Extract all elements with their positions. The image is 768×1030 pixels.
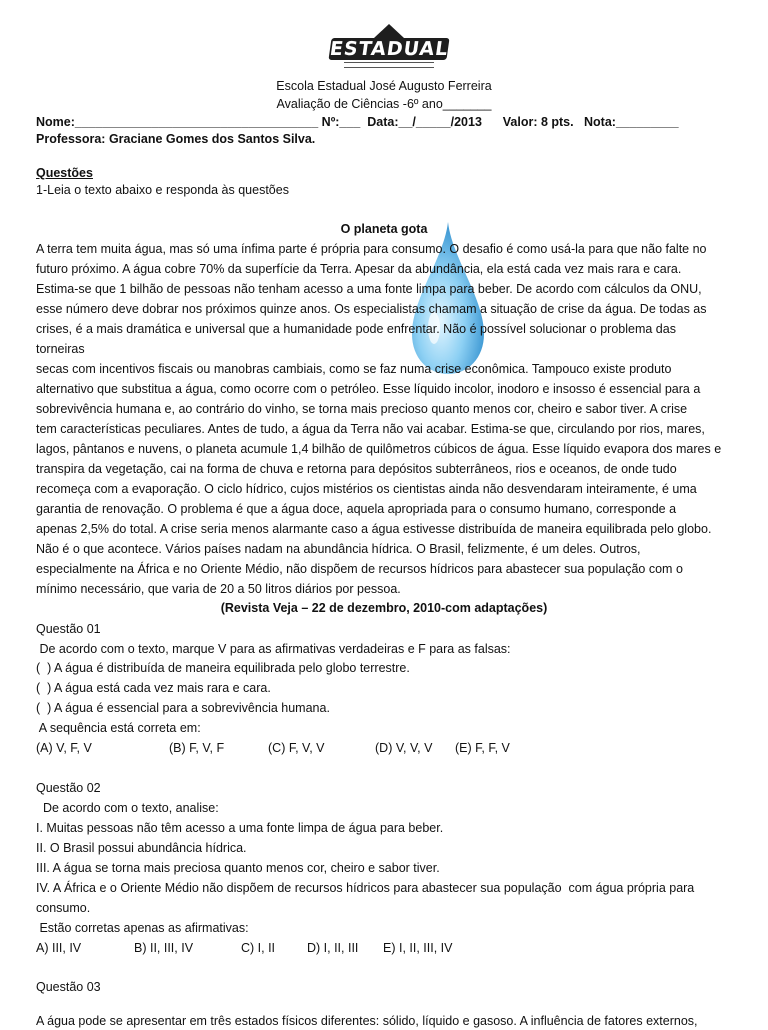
q2-item: I. Muitas pessoas não têm acesso a uma fonte limpa de água para beber. — [36, 821, 444, 835]
q1-item: ( ) A água é distribuída de maneira equilibrada pelo globo terrestre. — [36, 661, 410, 675]
q1-option-e[interactable]: (E) F, F, V — [455, 741, 510, 755]
logo-wordmark: ESTADUAL — [328, 38, 450, 60]
text-source: (Revista Veja – 22 de dezembro, 2010-com adaptações) — [220, 601, 548, 615]
q2-title: Questão 02 — [36, 781, 101, 795]
teacher-line: Professora: Graciane Gomes dos Santos Silva. — [36, 132, 316, 146]
q3-title: Questão 03 — [36, 980, 101, 994]
evaluation-title: Avaliação de Ciências -6º ano_______ — [276, 97, 492, 111]
q2-item: IV. A África e o Oriente Médio não dispõem de recursos hídricos para abastecer sua população com água própria para — [36, 881, 695, 895]
logo-roof-icon — [374, 24, 404, 38]
q2-option-a[interactable]: A) III, IV — [36, 941, 82, 955]
q1-item: ( ) A água está cada vez mais rara e cara. — [36, 681, 271, 695]
q1-option-b[interactable]: (B) F, V, F — [169, 741, 225, 755]
text-line: secas com incentivos fiscais ou manobras cambiais, como se faz numa crise econômica. Tampouco existe produto — [36, 362, 672, 376]
q1-item: ( ) A água é essencial para a sobrevivência humana. — [36, 701, 330, 715]
text-line: mínimo necessário, que varia de 20 a 50 litros diários por pessoa. — [36, 582, 401, 596]
text-line: A terra tem muita água, mas só uma ínfima parte é própria para consumo. O desafio é como usá-la para que não falte no — [36, 242, 707, 256]
school-logo — [330, 24, 448, 72]
student-info-line: Nome:___________________________________ Nº:___ Data:__/_____/2013 Valor: 8 pts. Nota:_________ — [36, 115, 679, 129]
q2-option-b[interactable]: B) II, III, IV — [134, 941, 194, 955]
text-line: futuro próximo. A água cobre 70% da superfície da Terra. Apesar da abundância, ela está cada vez mais rara e cara. — [36, 262, 682, 276]
q1-option-a[interactable]: (A) V, F, V — [36, 741, 92, 755]
q2-item: III. A água se torna mais preciosa quanto menos cor, cheiro e sabor tiver. — [36, 861, 440, 875]
q1-prompt: De acordo com o texto, marque V para as afirmativas verdadeiras e F para as falsas: — [36, 642, 511, 656]
text-line: Estima-se que 1 bilhão de pessoas não tenham acesso a uma fonte limpa para beber. De acordo com cálculos da ONU, — [36, 282, 702, 296]
text-line: apenas 2,5% do total. A crise seria menos alarmante caso a água estivesse distribuída de maneira equilibrada pelo globo. — [36, 522, 712, 536]
q2-item: consumo. — [36, 901, 91, 915]
q2-option-d[interactable]: D) I, II, III — [307, 941, 359, 955]
text-line: esse número deve dobrar nos próximos quinze anos. Os especialistas chamam a situação de crise da água. De todas as — [36, 302, 707, 316]
text-body — [36, 239, 742, 599]
text-line: garantia de renovação. O problema é que a água doce, aquela apropriada para o consumo humano, corresponde a — [36, 502, 677, 516]
q2-question: Estão corretas apenas as afirmativas: — [36, 921, 249, 935]
text-title: O planeta gota — [340, 222, 428, 236]
q1-question: A sequência está correta em: — [36, 721, 201, 735]
section-title: Questões — [36, 166, 93, 180]
q2-item: II. O Brasil possui abundância hídrica. — [36, 841, 247, 855]
text-line: recomeça com a evaporação. O ciclo hídrico, cujos mistérios os cientistas ainda não desvendaram inteiramente, é uma — [36, 482, 697, 496]
q1-option-c[interactable]: (C) F, V, V — [268, 741, 325, 755]
section-instruction: 1-Leia o texto abaixo e responda às questões — [36, 183, 289, 197]
q1-option-d[interactable]: (D) V, V, V — [375, 741, 433, 755]
text-line: torneiras — [36, 342, 85, 356]
text-line: Não é o que acontece. Vários países nadam na abundância hídrica. O Brasil, felizmente, é um deles. Outros, — [36, 542, 641, 556]
q1-title: Questão 01 — [36, 622, 101, 636]
q2-options — [36, 940, 736, 957]
text-line: alternativo que substitua a água, como ocorre com o petróleo. Esse líquido incolor, inodoro e insosso é essencial para a — [36, 382, 701, 396]
text-line: tem características peculiares. Antes de tudo, a água da Terra não vai acabar. Estima-se que, circulando por rios, mares, — [36, 422, 705, 436]
text-line: lagos, pântanos e nuvens, o planeta acumule 1,4 bilhão de quilômetros cúbicos de água. Esse líquido evapora dos mares e — [36, 442, 722, 456]
q1-options — [36, 740, 736, 757]
text-line: transpira da vegetação, cai na forma de chuva e retorna para depósitos subterrâneos, rios e oceanos, de onde tudo — [36, 462, 677, 476]
text-line: sobrevivência humana e, ao contrário do vinho, se torna mais precioso quanto menos cor, cheiro e sabor tiver. A crise — [36, 402, 688, 416]
q3-first-line: A água pode se apresentar em três estados físicos diferentes: sólido, líquido e gasoso. A influência de fatores externos, — [36, 1014, 698, 1028]
logo-underline — [344, 62, 434, 68]
text-line: crises, é a mais dramática e universal que a humanidade pode enfrentar. Não é possível solucionar o problema das — [36, 322, 676, 336]
school-name: Escola Estadual José Augusto Ferreira — [276, 79, 492, 93]
text-line: especialmente na África e no Oriente Médio, não dispõem de recursos hídricos para abastecer sua população com o — [36, 562, 683, 576]
q2-option-e[interactable]: E) I, II, III, IV — [383, 941, 453, 955]
q2-option-c[interactable]: C) I, II — [241, 941, 276, 955]
q2-prompt: De acordo com o texto, analise: — [36, 801, 219, 815]
